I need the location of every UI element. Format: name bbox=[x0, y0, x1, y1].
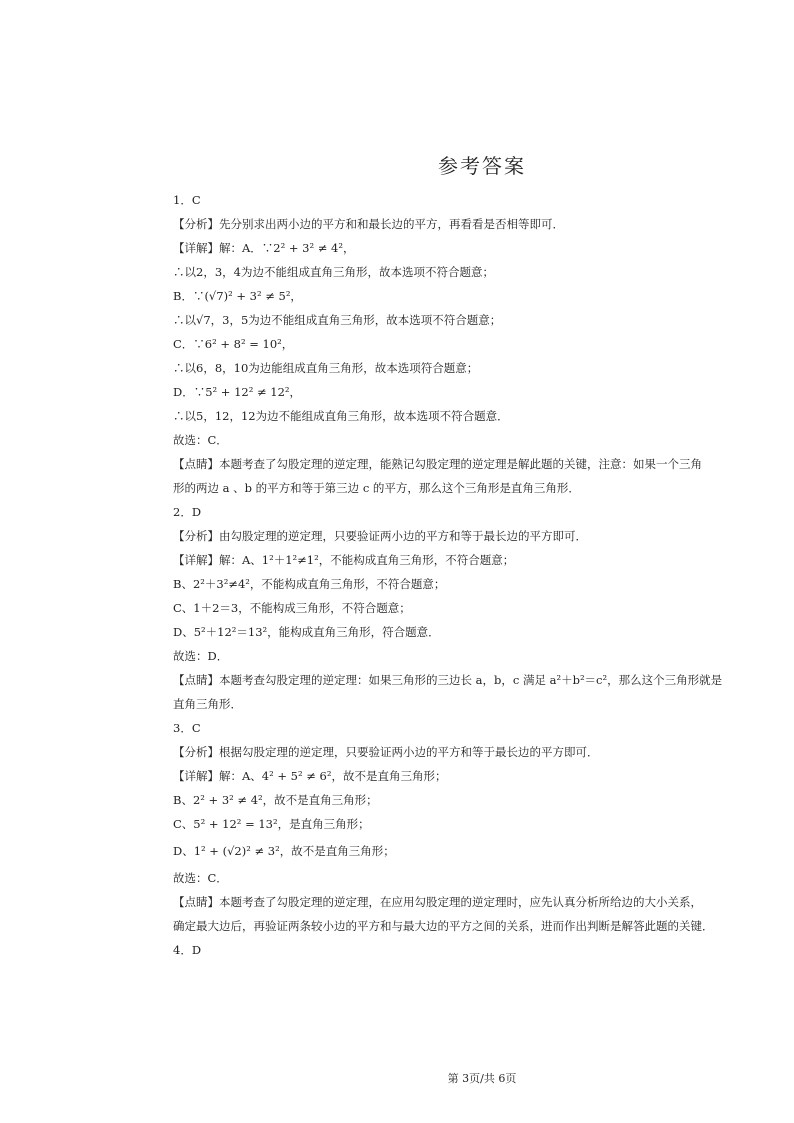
text-line: C．∵6² + 8² = 10²， bbox=[173, 337, 294, 351]
text-line: 【分析】由勾股定理的逆定理，只要验证两小边的平方和等于最长边的平方即可． bbox=[173, 529, 587, 543]
text-line: 【详解】解：A、4² + 5² ≠ 6²，故不是直角三角形； bbox=[173, 769, 447, 783]
text-line: ∴以√7，3，5为边不能组成直角三角形，故本选项不符合题意； bbox=[173, 313, 502, 327]
text-line: ∴以5，12，12为边不能组成直角三角形，故本选项不符合题意． bbox=[173, 409, 509, 423]
text-line: D．∵5² + 12² ≠ 12²， bbox=[173, 385, 302, 399]
text-line: ∴以2，3，4为边不能组成直角三角形，故本选项不符合题意； bbox=[173, 265, 494, 279]
text-line: 确定最大边后，再验证两条较小边的平方和与最大边的平方之间的关系，进而作出判断是解答此题的关键． bbox=[173, 919, 714, 933]
page-footer: 第 3页/共 6页 bbox=[447, 1072, 517, 1085]
text-line: 形的两边 a 、b 的平方和等于第三边 c 的平方，那么这个三角形是直角三角形． bbox=[173, 481, 580, 495]
text-line: B、2²＋3²≠4²，不能构成直角三角形，不符合题意； bbox=[173, 577, 446, 591]
text-line: 直角三角形． bbox=[173, 697, 242, 711]
text-line: C、1＋2＝3，不能构成三角形，不符合题意； bbox=[173, 601, 411, 615]
text-line: 2．D bbox=[173, 505, 202, 519]
text-line: 故选：D． bbox=[173, 649, 229, 663]
text-line: 4．D bbox=[173, 943, 202, 957]
text-line: 故选：C． bbox=[173, 871, 228, 885]
text-line: 故选：C． bbox=[173, 433, 228, 447]
text-line: B．∵(√7)² + 3² ≠ 5²， bbox=[173, 289, 302, 303]
text-line: 【点睛】本题考查了勾股定理的逆定理，能熟记勾股定理的逆定理是解此题的关键，注意：如果一个三角 bbox=[173, 457, 702, 471]
text-line: 3．C bbox=[173, 721, 201, 735]
page-title: 参考答案 bbox=[438, 154, 526, 178]
text-line: 【详解】解：A、1²＋1²≠1²，不能构成直角三角形，不符合题意； bbox=[173, 553, 515, 567]
text-line: 【分析】根据勾股定理的逆定理，只要验证两小边的平方和等于最长边的平方即可． bbox=[173, 745, 599, 759]
text-line: D、1² + (√2)² ≠ 3²，故不是直角三角形； bbox=[173, 844, 395, 858]
text-line: B、2² + 3² ≠ 4²，故不是直角三角形； bbox=[173, 793, 378, 807]
text-line: D、5²＋12²＝13²，能构成直角三角形，符合题意． bbox=[173, 625, 440, 639]
text-line: 【详解】解：A．∵2² + 3² ≠ 4²， bbox=[173, 241, 355, 255]
text-line: 【分析】先分别求出两小边的平方和和最长边的平方，再看看是否相等即可． bbox=[173, 217, 564, 231]
text-line: 【点睛】本题考查了勾股定理的逆定理，在应用勾股定理的逆定理时，应先认真分析所给边的大小关系， bbox=[173, 895, 702, 909]
text-line: ∴以6，8，10为边能组成直角三角形，故本选项符合题意； bbox=[173, 361, 479, 375]
text-line: C、5² + 12² = 13²，是直角三角形； bbox=[173, 817, 370, 831]
text-line: 【点睛】本题考查勾股定理的逆定理：如果三角形的三边长 a，b，c 满足 a²＋b²＝c²，那么这个三角形就是 bbox=[173, 673, 723, 687]
text-line: 1．C bbox=[173, 193, 201, 207]
answer-content bbox=[173, 188, 785, 962]
